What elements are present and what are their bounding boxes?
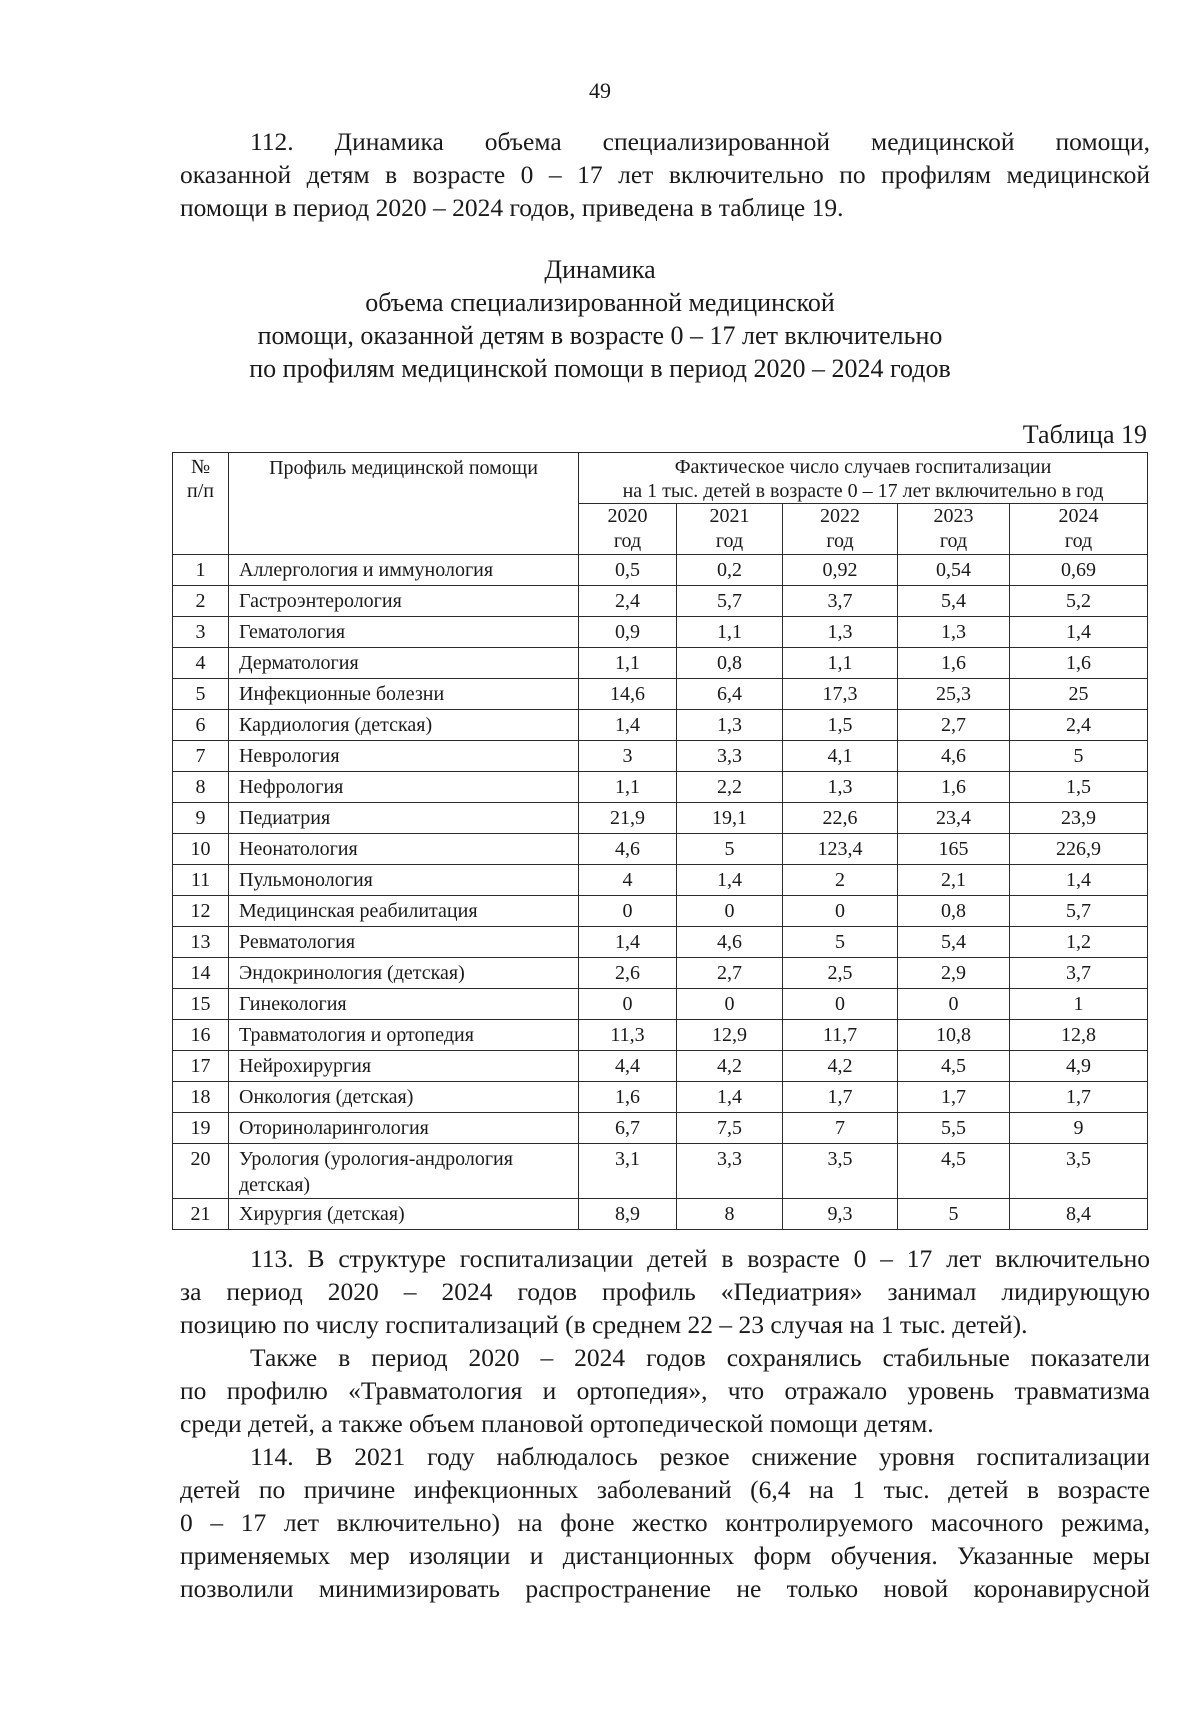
- row-value: 8: [677, 1199, 783, 1230]
- row-value: 25,3: [898, 679, 1010, 710]
- table-row: [173, 617, 1148, 648]
- row-number: 7: [173, 741, 229, 772]
- table-row: [173, 679, 1148, 710]
- title-line: помощи, оказанной детям в возрасте 0 – 17 лет включительно: [257, 321, 943, 350]
- row-number: 21: [173, 1199, 229, 1230]
- row-value: 1,1: [783, 648, 898, 679]
- row-profile-name: Кардиология (детская): [229, 710, 579, 741]
- row-value: 4,9: [1010, 1051, 1148, 1082]
- row-value: 2,4: [579, 586, 677, 617]
- table-row: [173, 772, 1148, 803]
- row-profile-name: Гастроэнтерология: [229, 586, 579, 617]
- row-value: 11,3: [579, 1020, 677, 1051]
- row-value: 6,7: [579, 1113, 677, 1144]
- row-value: 25: [1010, 679, 1148, 710]
- row-value: 0: [898, 989, 1010, 1020]
- row-profile-name: Педиатрия: [229, 803, 579, 834]
- table-row: [173, 1020, 1148, 1051]
- row-value: 1,6: [898, 648, 1010, 679]
- row-value: 2,1: [898, 865, 1010, 896]
- row-value: 3,1: [579, 1144, 677, 1199]
- row-profile-name: Эндокринология (детская): [229, 958, 579, 989]
- row-number: 4: [173, 648, 229, 679]
- row-value: 0,54: [898, 555, 1010, 586]
- paragraph-line: среди детей, а также объем плановой ортопедической помощи детям.: [180, 1409, 934, 1438]
- row-value: 5,5: [898, 1113, 1010, 1144]
- row-value: 5,2: [1010, 586, 1148, 617]
- row-profile-name: Инфекционные болезни: [229, 679, 579, 710]
- row-number: 13: [173, 927, 229, 958]
- row-profile-name: Нейрохирургия: [229, 1051, 579, 1082]
- row-value: 3,3: [677, 741, 783, 772]
- row-value: 0: [783, 896, 898, 927]
- table-row: [173, 555, 1148, 586]
- row-value: 9,3: [783, 1199, 898, 1230]
- row-value: 3,5: [1010, 1144, 1148, 1199]
- row-value: 5,4: [898, 927, 1010, 958]
- row-number: 5: [173, 679, 229, 710]
- row-value: 1,3: [783, 617, 898, 648]
- table-row: [173, 1113, 1148, 1144]
- row-value: 11,7: [783, 1020, 898, 1051]
- row-value: 4,4: [579, 1051, 677, 1082]
- paragraph-line: 112. Динамика объема специализированной медицинской помощи,: [250, 127, 1150, 156]
- paragraph-line: помощи в период 2020 – 2024 годов, приведена в таблице 19.: [180, 193, 844, 222]
- header-year-suffix: год: [1064, 530, 1093, 552]
- row-value: 23,4: [898, 803, 1010, 834]
- paragraph-line: детей по причине инфекционных заболеваний (6,4 на 1 тыс. детей в возрасте: [180, 1475, 1150, 1504]
- row-value: 4,6: [677, 927, 783, 958]
- row-profile-name: Гинекология: [229, 989, 579, 1020]
- paragraph-113: [180, 1242, 1150, 1605]
- header-year: [898, 504, 1010, 555]
- row-profile-name: Неврология: [229, 741, 579, 772]
- row-value: 17,3: [783, 679, 898, 710]
- row-value: 2,5: [783, 958, 898, 989]
- row-value: 0,69: [1010, 555, 1148, 586]
- row-profile-name: Гематология: [229, 617, 579, 648]
- row-value: 19,1: [677, 803, 783, 834]
- row-value: 3,7: [783, 586, 898, 617]
- row-value: 2,4: [1010, 710, 1148, 741]
- table-row: [173, 927, 1148, 958]
- row-profile-name: Неонатология: [229, 834, 579, 865]
- row-profile-name: Дерматология: [229, 648, 579, 679]
- row-profile-name: Пульмонология: [229, 865, 579, 896]
- row-value: 1,2: [1010, 927, 1148, 958]
- table-label: Таблица 19: [1022, 420, 1147, 449]
- row-value: 0,5: [579, 555, 677, 586]
- row-value: 21,9: [579, 803, 677, 834]
- row-value: 2,2: [677, 772, 783, 803]
- row-value: 12,8: [1010, 1020, 1148, 1051]
- table-row: [173, 834, 1148, 865]
- row-value: 4,2: [783, 1051, 898, 1082]
- header-main-line: Фактическое число случаев госпитализации: [674, 456, 1052, 478]
- row-number: 17: [173, 1051, 229, 1082]
- row-value: 1,4: [1010, 865, 1148, 896]
- paragraph-line: применяемых мер изоляции и дистанционных форм обучения. Указанные меры: [180, 1541, 1150, 1570]
- header-number: [173, 453, 229, 555]
- row-value: 5: [783, 927, 898, 958]
- row-value: 1,5: [1010, 772, 1148, 803]
- row-value: 3,7: [1010, 958, 1148, 989]
- row-value: 1,1: [579, 648, 677, 679]
- row-value: 165: [898, 834, 1010, 865]
- header-year-suffix: год: [826, 530, 854, 552]
- row-value: 6,4: [677, 679, 783, 710]
- row-number: 20: [173, 1144, 229, 1199]
- table-row: [173, 958, 1148, 989]
- row-value: 4,6: [898, 741, 1010, 772]
- header-year: [579, 504, 677, 555]
- table-row: [173, 896, 1148, 927]
- row-value: 5: [677, 834, 783, 865]
- row-value: 7,5: [677, 1113, 783, 1144]
- header-year-value: 2022: [820, 505, 860, 527]
- row-value: 1,3: [783, 772, 898, 803]
- header-year-value: 2024: [1058, 505, 1099, 527]
- row-value: 1,7: [1010, 1082, 1148, 1113]
- table-row: [173, 1051, 1148, 1082]
- row-value: 0: [677, 989, 783, 1020]
- paragraph-line: позицию по числу госпитализаций (в среднем 22 – 23 случая на 1 тыс. детей).: [180, 1310, 1028, 1339]
- table-title: [0, 253, 1200, 385]
- row-value: 4,5: [898, 1051, 1010, 1082]
- row-profile-name: Нефрология: [229, 772, 579, 803]
- row-value: 1,6: [579, 1082, 677, 1113]
- row-value: 12,9: [677, 1020, 783, 1051]
- table-row: [173, 710, 1148, 741]
- row-value: 226,9: [1010, 834, 1148, 865]
- row-profile-name: Ревматология: [229, 927, 579, 958]
- row-value: 0: [579, 896, 677, 927]
- row-value: 23,9: [1010, 803, 1148, 834]
- row-value: 5,4: [898, 586, 1010, 617]
- paragraph-line: 114. В 2021 году наблюдалось резкое снижение уровня госпитализации: [250, 1442, 1150, 1471]
- paragraph-line: оказанной детям в возрасте 0 – 17 лет включительно по профилям медицинской: [180, 160, 1150, 189]
- header-year-value: 2023: [933, 505, 974, 527]
- row-value: 1,3: [677, 710, 783, 741]
- row-value: 0,9: [579, 617, 677, 648]
- row-value: 1,6: [1010, 648, 1148, 679]
- row-value: 4,2: [677, 1051, 783, 1082]
- row-number: 11: [173, 865, 229, 896]
- header-year-suffix: год: [939, 530, 968, 552]
- row-value: 2,7: [898, 710, 1010, 741]
- row-number: 16: [173, 1020, 229, 1051]
- row-number: 2: [173, 586, 229, 617]
- row-value: 123,4: [783, 834, 898, 865]
- row-value: 1,4: [677, 865, 783, 896]
- row-profile-name: Хирургия (детская): [229, 1199, 579, 1230]
- table-row: [173, 803, 1148, 834]
- row-value: 0,8: [677, 648, 783, 679]
- row-value: 1: [1010, 989, 1148, 1020]
- row-number: 8: [173, 772, 229, 803]
- row-value: 1,4: [579, 927, 677, 958]
- row-value: 5: [1010, 741, 1148, 772]
- header-year-value: 2020: [607, 505, 648, 527]
- row-value: 0,8: [898, 896, 1010, 927]
- title-line: Динамика: [544, 255, 656, 284]
- title-line: по профилям медицинской помощи в период 2020 – 2024 годов: [249, 354, 951, 383]
- row-value: 8,4: [1010, 1199, 1148, 1230]
- row-number: 9: [173, 803, 229, 834]
- row-number: 18: [173, 1082, 229, 1113]
- paragraph-line: за период 2020 – 2024 годов профиль «Педиатрия» занимал лидирующую: [180, 1277, 1150, 1306]
- row-value: 5: [898, 1199, 1010, 1230]
- table-row: [173, 989, 1148, 1020]
- header-number-abbr: п/п: [187, 480, 214, 502]
- row-value: 1,7: [898, 1082, 1010, 1113]
- row-number: 19: [173, 1113, 229, 1144]
- hospitalization-table: [172, 452, 1148, 1230]
- header-number-sign: №: [190, 456, 211, 478]
- row-value: 1,1: [677, 617, 783, 648]
- row-value: 1,7: [783, 1082, 898, 1113]
- row-profile-name: Онкология (детская): [229, 1082, 579, 1113]
- row-profile-name: Урология (урология-андрология детская): [229, 1144, 579, 1199]
- paragraph-line: позволили минимизировать распространение не только новой коронавирусной: [180, 1574, 1150, 1603]
- row-value: 0: [579, 989, 677, 1020]
- row-value: 0: [783, 989, 898, 1020]
- row-profile-name: Аллергология и иммунология: [229, 555, 579, 586]
- paragraph-line: по профилю «Травматология и ортопедия», что отражало уровень травматизма: [180, 1376, 1150, 1405]
- table-row: [173, 741, 1148, 772]
- row-value: 4,1: [783, 741, 898, 772]
- row-value: 8,9: [579, 1199, 677, 1230]
- table-row: [173, 865, 1148, 896]
- row-value: 1,5: [783, 710, 898, 741]
- header-profile: Профиль медицинской помощи: [229, 453, 579, 555]
- row-value: 4: [579, 865, 677, 896]
- table-row: [173, 648, 1148, 679]
- header-main-line: на 1 тыс. детей в возрасте 0 – 17 лет включительно в год: [622, 480, 1104, 502]
- table-row: [173, 586, 1148, 617]
- row-value: 0,92: [783, 555, 898, 586]
- header-year-value: 2021: [709, 505, 750, 527]
- header-year: [677, 504, 783, 555]
- row-value: 7: [783, 1113, 898, 1144]
- header-year-suffix: год: [715, 530, 744, 552]
- row-value: 1,1: [579, 772, 677, 803]
- row-value: 1,6: [898, 772, 1010, 803]
- row-value: 3,3: [677, 1144, 783, 1199]
- row-value: 1,4: [579, 710, 677, 741]
- row-value: 2,7: [677, 958, 783, 989]
- row-value: 9: [1010, 1113, 1148, 1144]
- row-value: 10,8: [898, 1020, 1010, 1051]
- row-value: 2: [783, 865, 898, 896]
- row-value: 2,6: [579, 958, 677, 989]
- row-value: 3,5: [783, 1144, 898, 1199]
- row-number: 15: [173, 989, 229, 1020]
- row-number: 3: [173, 617, 229, 648]
- row-profile-name: Оториноларингология: [229, 1113, 579, 1144]
- row-value: 2,9: [898, 958, 1010, 989]
- row-value: 5,7: [677, 586, 783, 617]
- page-number: 49: [589, 78, 611, 103]
- row-value: 1,3: [898, 617, 1010, 648]
- header-year-suffix: год: [613, 530, 642, 552]
- header-year: [783, 504, 898, 555]
- row-value: 4,5: [898, 1144, 1010, 1199]
- paragraph-line: 113. В структуре госпитализации детей в возрасте 0 – 17 лет включительно: [250, 1244, 1150, 1273]
- paragraph-line: 0 – 17 лет включительно) на фоне жестко контролируемого масочного режима,: [180, 1508, 1150, 1537]
- header-year: [1010, 504, 1148, 555]
- row-value: 1,4: [677, 1082, 783, 1113]
- row-value: 22,6: [783, 803, 898, 834]
- paragraph-112: [180, 125, 1150, 224]
- row-number: 14: [173, 958, 229, 989]
- row-profile-name: Медицинская реабилитация: [229, 896, 579, 927]
- table-row: [173, 1082, 1148, 1113]
- paragraph-line: Также в период 2020 – 2024 годов сохранялись стабильные показатели: [250, 1343, 1150, 1372]
- title-line: объема специализированной медицинской: [365, 288, 835, 317]
- table-row: [173, 1199, 1148, 1230]
- row-value: 1,4: [1010, 617, 1148, 648]
- row-value: 0: [677, 896, 783, 927]
- row-number: 6: [173, 710, 229, 741]
- row-value: 14,6: [579, 679, 677, 710]
- row-number: 10: [173, 834, 229, 865]
- row-value: 4,6: [579, 834, 677, 865]
- row-value: 3: [579, 741, 677, 772]
- row-value: 5,7: [1010, 896, 1148, 927]
- row-number: 12: [173, 896, 229, 927]
- row-profile-name: Травматология и ортопедия: [229, 1020, 579, 1051]
- table-row: [173, 1144, 1148, 1199]
- header-main: [579, 453, 1148, 504]
- row-number: 1: [173, 555, 229, 586]
- row-value: 0,2: [677, 555, 783, 586]
